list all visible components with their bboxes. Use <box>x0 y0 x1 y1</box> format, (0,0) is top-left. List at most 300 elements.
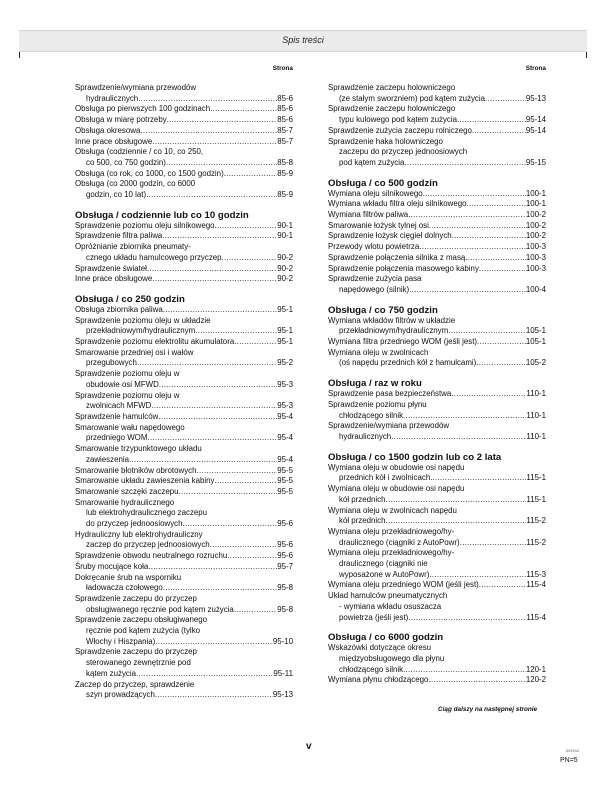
page-number-roman: v <box>306 741 312 752</box>
toc-column-left <box>75 64 293 701</box>
toc-entry[interactable] <box>328 463 546 484</box>
toc-entry-text: (ze stałym sworzniem) pod kątem zużycia <box>339 93 486 103</box>
page-title: Spis treści <box>282 35 324 45</box>
dot-leader <box>432 473 526 484</box>
toc-page-number: 100-3 <box>525 252 546 262</box>
toc-entry[interactable] <box>328 337 546 348</box>
toc-entry-text: Sprawdzenie zużycia zaczepu rolniczego <box>328 125 472 135</box>
toc-page-number: 85-7 <box>277 136 293 146</box>
toc-entry[interactable] <box>328 242 546 253</box>
dot-leader <box>158 412 277 423</box>
toc-page-number: 95-4 <box>277 454 293 464</box>
toc-page-number: 100-3 <box>525 263 546 273</box>
toc-page-number: 110-1 <box>526 431 546 441</box>
toc-entry-text: Sprawdzenie zaczepu holowniczego <box>328 104 456 114</box>
toc-page-number: 95-1 <box>277 304 293 314</box>
toc-entry-text: Sprawdzenie świateł <box>75 263 147 273</box>
toc-entry-text: Sprawdzenie hamulców <box>75 411 159 421</box>
toc-entry-text: Wymiana oleju przekładniowego/hy- <box>328 526 455 536</box>
toc-entry-text: Sprawdzenie zaczepu obsługiwanego <box>75 615 208 625</box>
toc-entry-text: Obsługa (co 2000 godzin, co 6000 <box>75 179 196 189</box>
dot-leader <box>477 337 526 348</box>
toc-entry-text: Sprawdzenie łożysk cięgieł dolnych <box>328 231 452 241</box>
toc-entry-text: Sprawdzenie pasa bezpieczeństwa <box>328 389 452 399</box>
toc-page-number: 95-2 <box>277 358 293 368</box>
toc-entry-text: draulicznego (ciągniki nie <box>339 559 428 569</box>
toc-entry-text: Sprawdzenie poziomu płynu <box>328 399 427 409</box>
toc-entry[interactable] <box>75 337 293 348</box>
toc-entry[interactable] <box>328 400 546 421</box>
dot-leader <box>419 242 526 253</box>
toc-entry-text: obsługiwanego ręcznie pod kątem zużycia <box>86 604 234 614</box>
toc-page-number: 95-1 <box>277 337 293 347</box>
toc-entry-text: - wymiana wkładu osuszacza <box>339 601 442 611</box>
dot-leader <box>448 326 526 337</box>
dot-leader <box>234 605 277 616</box>
toc-entry[interactable] <box>328 199 546 210</box>
dot-leader <box>234 337 277 348</box>
toc-page-number: 115-2 <box>526 516 546 526</box>
toc-entry[interactable] <box>328 210 546 221</box>
toc-entry-text: Sprawdzenie poziomu elektrolitu akumulatora <box>75 337 235 347</box>
toc-entry-text: szyn prowadzących <box>86 690 155 700</box>
dot-leader <box>159 380 277 391</box>
toc-entry[interactable] <box>328 104 546 125</box>
toc-entry-text: Sprawdzenie zaczepu holowniczego <box>328 83 456 92</box>
toc-entry-text: draulicznego (ciągniki z AutoPowr) <box>339 537 460 547</box>
toc-entry-text: Sprawdzenie haka holowniczego <box>328 136 443 146</box>
toc-page-number: 100-3 <box>525 242 546 252</box>
toc-page-number: 105-1 <box>525 337 546 347</box>
toc-entry-text: Sprawdzenie filtra paliwa <box>75 231 163 241</box>
toc-entry[interactable] <box>75 423 293 444</box>
dot-leader <box>147 264 277 275</box>
toc-entry-text: przegubowych <box>86 358 137 368</box>
toc-entry-text: Smarowanie wału napędowego <box>75 422 185 432</box>
toc-entry-text: Opróżnianie zbiornika pneumaty- <box>75 242 191 252</box>
toc-page-number: 110-1 <box>526 410 546 420</box>
toc-page-number: 95-15 <box>525 157 546 167</box>
toc-entry-text: Sprawdzenie poziomu oleju w <box>75 369 180 379</box>
toc-entry-text: Sprawdzenie poziomu oleju w układzie <box>75 315 211 325</box>
section-heading: Obsługa / raz w roku <box>328 378 422 390</box>
dot-leader <box>210 104 277 115</box>
toc-entry-text: chłodzącego silnik <box>339 664 404 674</box>
toc-entry[interactable] <box>75 391 293 412</box>
toc-entry-text: przekładniowym/hydraulicznym <box>339 326 449 336</box>
toc-entry[interactable] <box>75 551 293 562</box>
toc-entry-text: typu kulowego pod kątem zużycia <box>339 115 457 125</box>
dot-leader <box>146 190 277 201</box>
dot-leader <box>224 169 278 180</box>
toc-group <box>75 83 293 201</box>
dot-leader <box>163 583 277 594</box>
dot-leader <box>129 455 277 466</box>
toc-entry-text: hydraulicznych <box>86 93 139 103</box>
toc-entry[interactable] <box>75 444 293 465</box>
toc-page-number: 95-13 <box>525 93 546 103</box>
toc-page-number: 100-2 <box>525 220 546 230</box>
header-bar <box>19 30 587 52</box>
column-header-page: Strona <box>525 65 546 72</box>
toc-entry[interactable] <box>328 137 546 169</box>
section-heading: Obsługa / co 750 godzin <box>328 304 438 316</box>
toc-page-number: 85-9 <box>277 168 293 178</box>
dot-leader <box>403 411 526 422</box>
toc-page-number: 90-2 <box>277 252 293 262</box>
toc-entry[interactable] <box>328 126 546 137</box>
toc-entry-text: Sprawdzenie poziomu oleju silnikowego <box>75 220 215 230</box>
toc-entry-text: obudowie osi MFWD <box>86 379 159 389</box>
toc-page-number: 95-6 <box>277 519 293 529</box>
toc-entry[interactable] <box>75 274 293 285</box>
toc-entry[interactable] <box>328 591 546 623</box>
dot-leader <box>429 221 526 232</box>
toc-entry-text: Sprawdzenie zaczepu do przyczep <box>75 593 197 603</box>
toc-entry[interactable] <box>328 675 546 686</box>
toc-page-number: 95-8 <box>277 583 293 593</box>
toc-entry[interactable] <box>75 305 293 316</box>
toc-entry-text: Dokręcanie śrub na wsporniku <box>75 572 182 582</box>
toc-entry-text: chłodzącego silnik <box>339 410 404 420</box>
dot-leader <box>479 264 526 275</box>
toc-entry[interactable] <box>75 466 293 477</box>
toc-entry-text: do przyczep jednoosiowych <box>86 519 183 529</box>
dot-leader <box>476 358 526 369</box>
toc-entry-text: Wymiana oleju przedniego WOM (jeśli jest) <box>328 580 479 590</box>
toc-page-number: 95-5 <box>277 465 293 475</box>
dot-leader <box>386 516 527 527</box>
toc-page-number: 95-11 <box>273 668 293 678</box>
toc-entry-text: Sprawdzenie obwodu neutralnego rozruchu <box>75 551 228 561</box>
toc-entry-text: Wymiana filtrów paliwa <box>328 210 409 220</box>
dot-leader <box>167 115 278 126</box>
toc-entry-text: hydraulicznych <box>339 431 392 441</box>
toc-entry[interactable] <box>75 126 293 137</box>
toc-page-number: 100-4 <box>525 284 546 294</box>
toc-entry-text: Sprawdzenie/wymiana przewodów <box>75 83 197 92</box>
dot-leader <box>195 326 277 337</box>
toc-page-number: 95-6 <box>277 540 293 550</box>
toc-entry[interactable] <box>328 253 546 264</box>
toc-entry[interactable] <box>75 615 293 647</box>
dot-leader <box>197 466 278 477</box>
toc-entry-text: Smarowanie błotników obrotowych <box>75 465 197 475</box>
dot-leader <box>408 210 526 221</box>
dot-leader <box>451 389 526 400</box>
toc-entry-text: Smarowanie przedniej osi i wałów <box>75 347 194 357</box>
toc-page-number: 85-6 <box>277 93 293 103</box>
toc-entry-text: powietrza (jeśli jest) <box>339 612 409 622</box>
dot-leader <box>467 199 526 210</box>
dot-leader <box>408 613 526 624</box>
toc-entry-text: Smarowanie trzypunktowego układu <box>75 444 202 454</box>
toc-entry[interactable] <box>75 221 293 232</box>
toc-group <box>75 305 293 701</box>
toc-entry-text: cznego układu hamulcowego przyczep <box>86 252 222 262</box>
toc-entry[interactable] <box>328 221 546 232</box>
toc-entry-text: Obsługa w miarę potrzeby <box>75 115 167 125</box>
toc-page-number: 95-1 <box>277 326 293 336</box>
toc-page-number: 120-2 <box>525 675 546 685</box>
toc-entry-text: Wymiana oleju w obudowie osi napędu <box>328 462 465 472</box>
dot-leader <box>404 158 525 169</box>
toc-group <box>328 463 546 624</box>
toc-entry-text: zaczep do przyczep jednoosiowych <box>86 540 210 550</box>
toc-entry-text: Sprawdzenie zaczepu do przyczep <box>75 647 197 657</box>
toc-entry-text: Wymiana oleju w zwolnicach <box>328 347 429 357</box>
toc-page-number: 115-4 <box>526 580 546 590</box>
toc-entry[interactable] <box>75 348 293 369</box>
toc-entry-text: Sprawdzenie połączenia silnika z masą <box>328 252 466 262</box>
dot-leader <box>214 221 277 232</box>
toc-entry-text: Obsługa zbiornika paliwa <box>75 304 163 314</box>
toc-group <box>328 189 546 296</box>
dot-leader <box>162 231 277 242</box>
dot-leader <box>137 358 277 369</box>
toc-entry-text: pod kątem zużycia <box>339 157 405 167</box>
toc-page-number: 115-4 <box>526 612 546 622</box>
toc-entry-text: ładowacza czołowego <box>86 583 163 593</box>
toc-entry-text: co 500, co 750 godzin) <box>86 157 166 167</box>
toc-entry-text: lub elektrohydraulicznego zaczepu <box>86 508 208 518</box>
toc-entry-text: Włochy i Hiszpania) <box>86 636 156 646</box>
toc-entry-text: Wymiana oleju przekładniowego/hy- <box>328 548 455 558</box>
dot-leader <box>183 519 278 530</box>
toc-entry-text: Przewody wlotu powietrza <box>328 242 420 252</box>
toc-entry[interactable] <box>328 389 546 400</box>
toc-entry-text: Wymiana oleju silnikowego <box>328 188 423 198</box>
toc-page-number: 95-3 <box>277 401 293 411</box>
dot-leader <box>403 665 526 676</box>
toc-entry-text: przekładniowym/hydraulicznym <box>86 326 196 336</box>
dot-leader <box>423 189 526 200</box>
toc-page-number: 100-2 <box>525 210 546 220</box>
toc-entry[interactable] <box>75 530 293 551</box>
toc-entry-text: Smarowanie hydraulicznego <box>75 497 175 507</box>
document-code: 091012 <box>566 748 580 753</box>
toc-page-number: 120-1 <box>525 664 546 674</box>
toc-entry-text: Sprawdzenie poziomu oleju w <box>75 390 180 400</box>
toc-entry[interactable] <box>75 412 293 423</box>
toc-entry[interactable] <box>75 647 293 679</box>
section-heading: Obsługa / codziennie lub co 10 godzin <box>75 209 249 221</box>
toc-entry[interactable] <box>75 487 293 498</box>
toc-page-number: 100-2 <box>525 231 546 241</box>
dot-leader <box>163 305 277 316</box>
toc-page-number: 90-2 <box>277 263 293 273</box>
toc-entry[interactable] <box>328 580 546 591</box>
toc-entry[interactable] <box>75 264 293 275</box>
section-heading: Obsługa / co 1500 godzin lub co 2 lata <box>328 451 502 463</box>
toc-entry[interactable] <box>328 264 546 275</box>
toc-entry-text: kątem zużycia <box>86 668 136 678</box>
toc-entry[interactable] <box>328 484 546 505</box>
dot-leader <box>452 231 526 242</box>
dot-leader <box>147 433 277 444</box>
dot-leader <box>166 158 277 169</box>
toc-group <box>328 643 546 686</box>
toc-entry-text: Obsługa (codziennie / co 10, co 250, <box>75 147 204 157</box>
toc-entry-text: kół przednich <box>339 494 386 504</box>
toc-group <box>328 389 546 443</box>
toc-entry[interactable] <box>75 231 293 242</box>
toc-page-number: 90-1 <box>277 231 293 241</box>
toc-page-number: 90-1 <box>277 220 293 230</box>
toc-page-number: 95-3 <box>277 379 293 389</box>
dot-leader <box>179 487 278 498</box>
dot-leader <box>151 401 277 412</box>
toc-page-number: 100-1 <box>525 199 546 209</box>
toc-entry-text: Sprawdzenie połączenia masowego kabiny <box>328 263 479 273</box>
dot-leader <box>391 432 526 443</box>
toc-page-number: 115-1 <box>526 494 546 504</box>
toc-page-number: 95-5 <box>277 476 293 486</box>
toc-page-number: 95-7 <box>277 561 293 571</box>
content-frame-top <box>19 52 587 58</box>
toc-entry[interactable] <box>328 231 546 242</box>
toc-entry[interactable] <box>75 137 293 148</box>
toc-entry[interactable] <box>328 527 546 548</box>
toc-entry-text: Obsługa po pierwszych 100 godzinach <box>75 104 211 114</box>
toc-group <box>75 221 293 285</box>
toc-entry[interactable] <box>75 104 293 115</box>
toc-entry-text: Inne prace obsługowe <box>75 274 153 284</box>
toc-entry[interactable] <box>75 680 293 701</box>
toc-group <box>328 316 546 370</box>
toc-page-number: 115-2 <box>526 537 546 547</box>
dot-leader <box>138 94 277 105</box>
dot-leader <box>227 551 277 562</box>
dot-leader <box>479 580 527 591</box>
toc-entry[interactable] <box>75 573 293 594</box>
toc-entry-text: Smarowanie łożysk tylnej osi <box>328 220 429 230</box>
toc-entry-text: kół przednich <box>339 516 386 526</box>
dot-leader <box>152 137 277 148</box>
toc-entry[interactable] <box>75 562 293 573</box>
toc-entry-text: Smarowanie szczęki zaczepu <box>75 486 179 496</box>
dot-leader <box>457 115 526 126</box>
toc-entry-text: sterowanego zewnętrznie pod <box>86 658 191 668</box>
dot-leader <box>472 126 526 137</box>
toc-entry-text: Wymiana filtra przedniego WOM (jeśli jest) <box>328 337 478 347</box>
toc-entry[interactable] <box>328 316 546 337</box>
toc-entry-text: wyposażone w AutoPowr) <box>339 569 430 579</box>
toc-entry-text: zaczepu do przyczep jednoosiowych <box>339 147 468 157</box>
toc-page-number: 95-8 <box>277 604 293 614</box>
dot-leader <box>409 285 526 296</box>
toc-page-number: 95-14 <box>525 115 546 125</box>
dot-leader <box>155 690 273 701</box>
toc-column-right <box>328 64 546 686</box>
dot-leader <box>485 94 526 105</box>
page-number-pn: PN=5 <box>560 757 578 764</box>
toc-entry[interactable] <box>75 316 293 337</box>
dot-leader <box>140 126 277 137</box>
toc-entry-text: międzyobsługowego dla płynu <box>339 653 445 663</box>
dot-leader <box>428 675 525 686</box>
toc-page-number: 115-1 <box>526 473 546 483</box>
toc-entry-text: Inne prace obsługowe <box>75 136 153 146</box>
toc-group <box>328 83 546 169</box>
toc-entry-text: Zaczep do przyczep, sprawdzenie <box>75 679 195 689</box>
toc-entry[interactable] <box>75 83 293 104</box>
toc-entry[interactable] <box>75 369 293 390</box>
dot-leader <box>386 495 527 506</box>
toc-entry-text: godzin, co 10 lat) <box>86 190 147 200</box>
toc-entry[interactable] <box>328 643 546 675</box>
toc-page-number: 95-5 <box>277 486 293 496</box>
toc-entry[interactable] <box>328 548 546 580</box>
toc-entry-text: Sprawdzenie/wymiana przewodów <box>328 421 450 431</box>
toc-entry[interactable] <box>328 274 546 295</box>
toc-entry-text: Hydrauliczny lub elektrohydrauliczny <box>75 529 203 539</box>
toc-entry[interactable] <box>328 83 546 104</box>
toc-page-number: 95-10 <box>272 636 293 646</box>
toc-entry-text: Układ hamulców pneumatycznych <box>328 591 448 601</box>
toc-entry-text: (oś napędu przednich kół z hamulcami) <box>339 358 477 368</box>
dot-leader <box>210 540 278 551</box>
toc-entry[interactable] <box>75 169 293 180</box>
toc-page-number: 95-4 <box>277 433 293 443</box>
toc-entry[interactable] <box>75 476 293 487</box>
toc-entry-text: zwolnicach MFWD <box>86 401 152 411</box>
toc-entry-text: zawieszenia <box>86 454 129 464</box>
toc-entry[interactable] <box>75 147 293 168</box>
toc-page-number: 110-1 <box>526 389 546 399</box>
dot-leader <box>214 476 277 487</box>
toc-page-number: 85-8 <box>277 157 293 167</box>
toc-page-number: 105-1 <box>525 326 546 336</box>
toc-page-number: 95-6 <box>277 551 293 561</box>
toc-entry[interactable] <box>328 348 546 369</box>
section-heading: Obsługa / co 500 godzin <box>328 177 438 189</box>
toc-entry[interactable] <box>75 594 293 615</box>
toc-page-number: 115-3 <box>526 569 546 579</box>
toc-entry[interactable] <box>75 115 293 126</box>
toc-page-number: 90-2 <box>277 274 293 284</box>
toc-page-number: 100-1 <box>525 188 546 198</box>
toc-entry[interactable] <box>75 179 293 200</box>
continued-note: Ciąg dalszy na następnej stronie <box>438 706 538 713</box>
toc-entry-text: Wymiana wkładów filtrów w układzie <box>328 315 456 325</box>
toc-page-number: 95-13 <box>272 690 293 700</box>
column-header-page: Strona <box>272 65 293 72</box>
toc-entry-text: ręcznie pod kątem zużycia (tylko <box>86 626 201 636</box>
toc-entry-text: Obsługa (co rok, co 1000, co 1500 godzin) <box>75 168 224 178</box>
toc-page-number: 85-6 <box>277 104 293 114</box>
toc-entry-text: Wymiana wkładu filtra oleju silnikowego <box>328 199 467 209</box>
toc-entry-text: Śruby mocujące koła <box>75 561 149 571</box>
dot-leader <box>465 253 526 264</box>
toc-entry[interactable] <box>328 506 546 527</box>
toc-entry-text: Wymiana oleju w obudowie osi napędu <box>328 484 465 494</box>
toc-entry-text: napędowego (silnik) <box>339 284 410 294</box>
dot-leader <box>429 570 526 581</box>
toc-page-number: 85-7 <box>277 125 293 135</box>
toc-entry[interactable] <box>328 421 546 442</box>
dot-leader <box>460 538 527 549</box>
toc-entry-text: Wymiana płynu chłodzącego <box>328 675 429 685</box>
toc-entry-text: Obsługa okresowa <box>75 125 141 135</box>
toc-entry[interactable] <box>75 242 293 263</box>
toc-entry[interactable] <box>75 498 293 530</box>
dot-leader <box>222 253 278 264</box>
toc-page-number: 105-2 <box>525 358 546 368</box>
toc-entry-text: przednich kół i zwolnicach. <box>339 473 433 483</box>
toc-entry[interactable] <box>328 189 546 200</box>
toc-page-number: 95-4 <box>277 411 293 421</box>
